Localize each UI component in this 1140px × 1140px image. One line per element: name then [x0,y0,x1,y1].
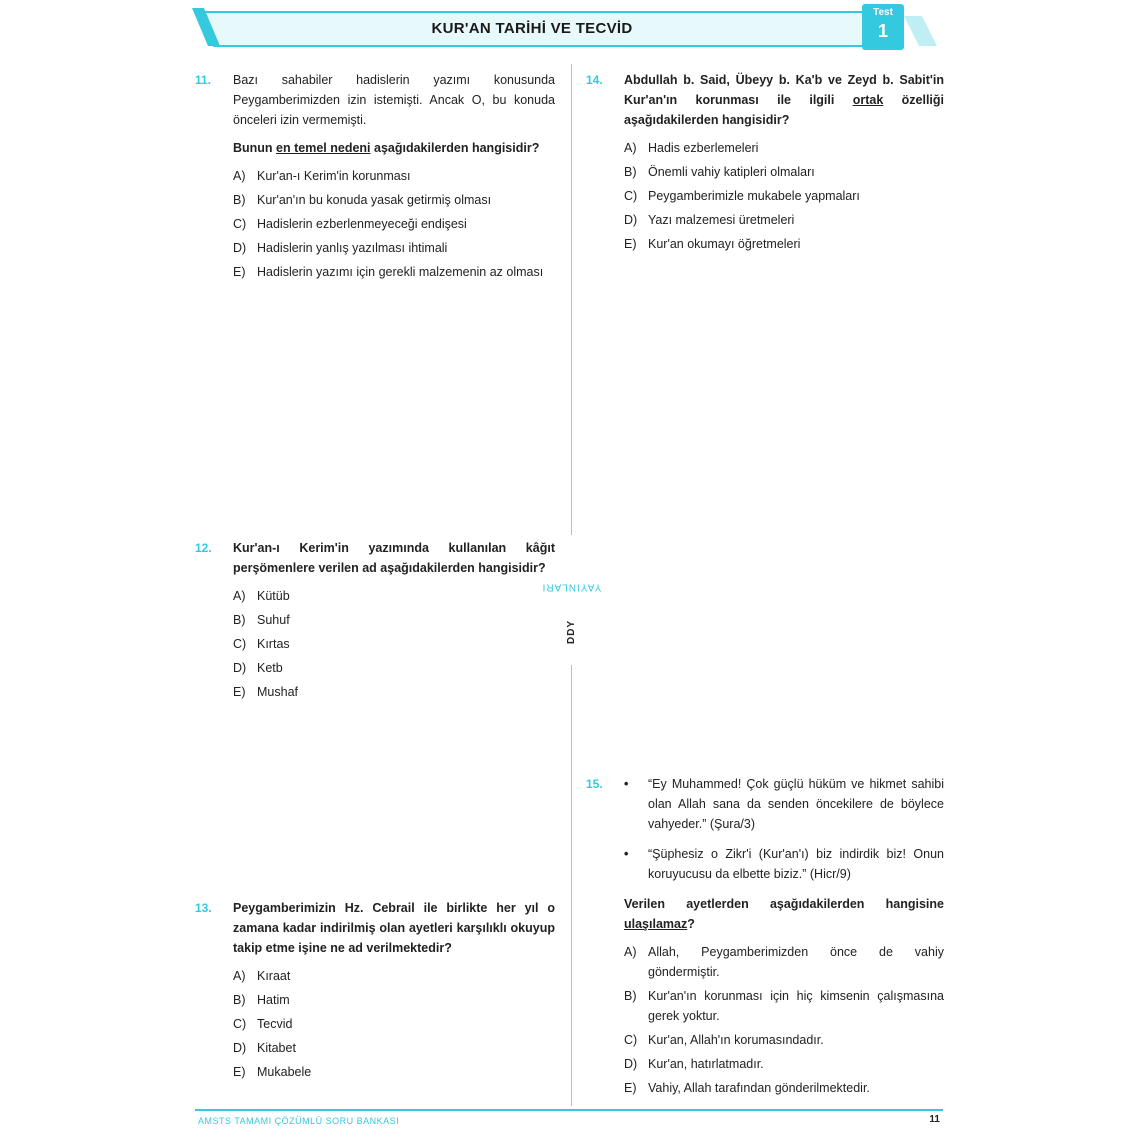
option-d[interactable]: D) Kur'an, hatırlatmadır. [624,1057,764,1071]
option-e[interactable]: E) Vahiy, Allah tarafından gönderilmektedir. [624,1081,870,1095]
question-stem: Verilen ayetlerden aşağıdakilerden hangisine ulaşılamaz? [624,897,944,931]
underlined-phrase: ortak [852,93,884,107]
option-b[interactable]: B) Kur'an'ın bu konuda yasak getirmiş olması [233,193,492,207]
underlined-phrase: en temel nedeni [276,141,371,155]
question-number: 15. [586,777,603,791]
quote-bullet: • “Ey Muhammed! Çok güçlü hüküm ve hikmet sahibi olan Allah sana da senden öncekilere de böylece vahyeder.” (Şura/3) [624,777,944,831]
option-b[interactable]: B) Suhuf [233,613,290,627]
option-c[interactable]: C) Kırtas [233,637,290,651]
option-c[interactable]: C) Kur'an, Allah'ın korumasındadır. [624,1033,824,1047]
option-a[interactable]: A) Kur'an-ı Kerim'in korunması [233,169,411,183]
option-b[interactable]: B) Önemli vahiy katipleri olmaları [624,165,815,179]
option-c[interactable]: C) Tecvid [233,1017,293,1031]
option-b[interactable]: B) Kur'an'ın korunması için hiç kimsenin çalışmasına gerek yoktur. [624,989,944,1023]
question-12 [195,538,555,706]
option-e[interactable]: E) Kur'an okumayı öğretmeleri [624,237,801,251]
page-header [192,6,937,50]
option-a[interactable]: A) Allah, Peygamberimizden önce de vahiy göndermiştir. [624,945,944,979]
side-brand: DDY [565,619,577,644]
option-a[interactable]: A) Kıraat [233,969,291,983]
question-stem: Kur'an-ı Kerim'in yazımında kullanılan kâğıt perşömenlere verilen ad aşağıdakilerden hangisidir? [233,541,555,575]
option-d[interactable]: D) Ketb [233,661,283,675]
option-c[interactable]: C) Hadislerin ezberlenmeyeceği endişesi [233,217,467,231]
question-number: 12. [195,541,212,555]
question-number: 14. [586,73,603,87]
option-e[interactable]: E) Mushaf [233,685,298,699]
question-stem: Peygamberimizin Hz. Cebrail ile birlikte her yıl o zamana kadar indirilmiş olan ayetleri karşılıklı okuyup takip etme işine ne ad verilmektedir? [233,901,555,955]
quote-bullet: • “Şüphesiz o Zikr'i (Kur'an'ı) biz indirdik biz! Onun koruyucusu da elbette biziz.” (Hicr/9) [624,847,944,881]
option-d[interactable]: D) Hadislerin yanlış yazılması ihtimali [233,241,448,255]
page-number: 11 [929,1114,940,1125]
side-brand-label [541,535,601,665]
page-title: KUR'AN TARİHİ VE TECVİD [431,19,633,37]
option-d[interactable]: D) Yazı malzemesi üretmeleri [624,213,795,227]
option-b[interactable]: B) Hatim [233,993,290,1007]
footer-rule [195,1109,943,1111]
option-a[interactable]: A) Kütüb [233,589,290,603]
option-c[interactable]: C) Peygamberimizle mukabele yapmaları [624,189,860,203]
option-e[interactable]: E) Mukabele [233,1065,312,1079]
option-e[interactable]: E) Hadislerin yazımı için gerekli malzemenin az olması [233,265,544,279]
question-number: 11. [195,73,212,87]
question-14 [586,70,944,258]
test-number: 1 [877,21,888,41]
question-body [624,70,944,254]
question-13 [195,898,555,1086]
option-d[interactable]: D) Kitabet [233,1041,296,1055]
question-15 [586,774,944,1102]
underlined-phrase: ulaşılamaz [624,917,688,931]
question-body [624,774,944,1098]
question-text: Bazı sahabiler hadislerin yazımı konusunda Peygamberimizden izin istemişti. Ancak O, bu konuda önceleri izin vermemişti. [233,73,555,127]
test-label: Test [873,7,893,18]
test-badge [862,4,904,50]
question-body [233,70,555,282]
option-a[interactable]: A) Hadis ezberlemeleri [624,141,759,155]
question-number: 13. [195,901,212,915]
question-body [233,898,555,1082]
question-body [233,538,555,702]
question-11 [195,70,555,286]
footer-book-title: AMSTS TAMAMI ÇÖZÜMLÜ SORU BANKASI [198,1116,400,1126]
side-brand-suffix: YAYINLARI [541,580,601,592]
question-stem: Bunun en temel nedeni aşağıdakilerden hangisidir? [233,141,540,155]
question-stem: Abdullah b. Said, Übeyy b. Ka'b ve Zeyd b. Sabit'in Kur'an'ın korunması ile ilgili ortak özelliği aşağıdakilerden hangisidir? [624,73,944,127]
